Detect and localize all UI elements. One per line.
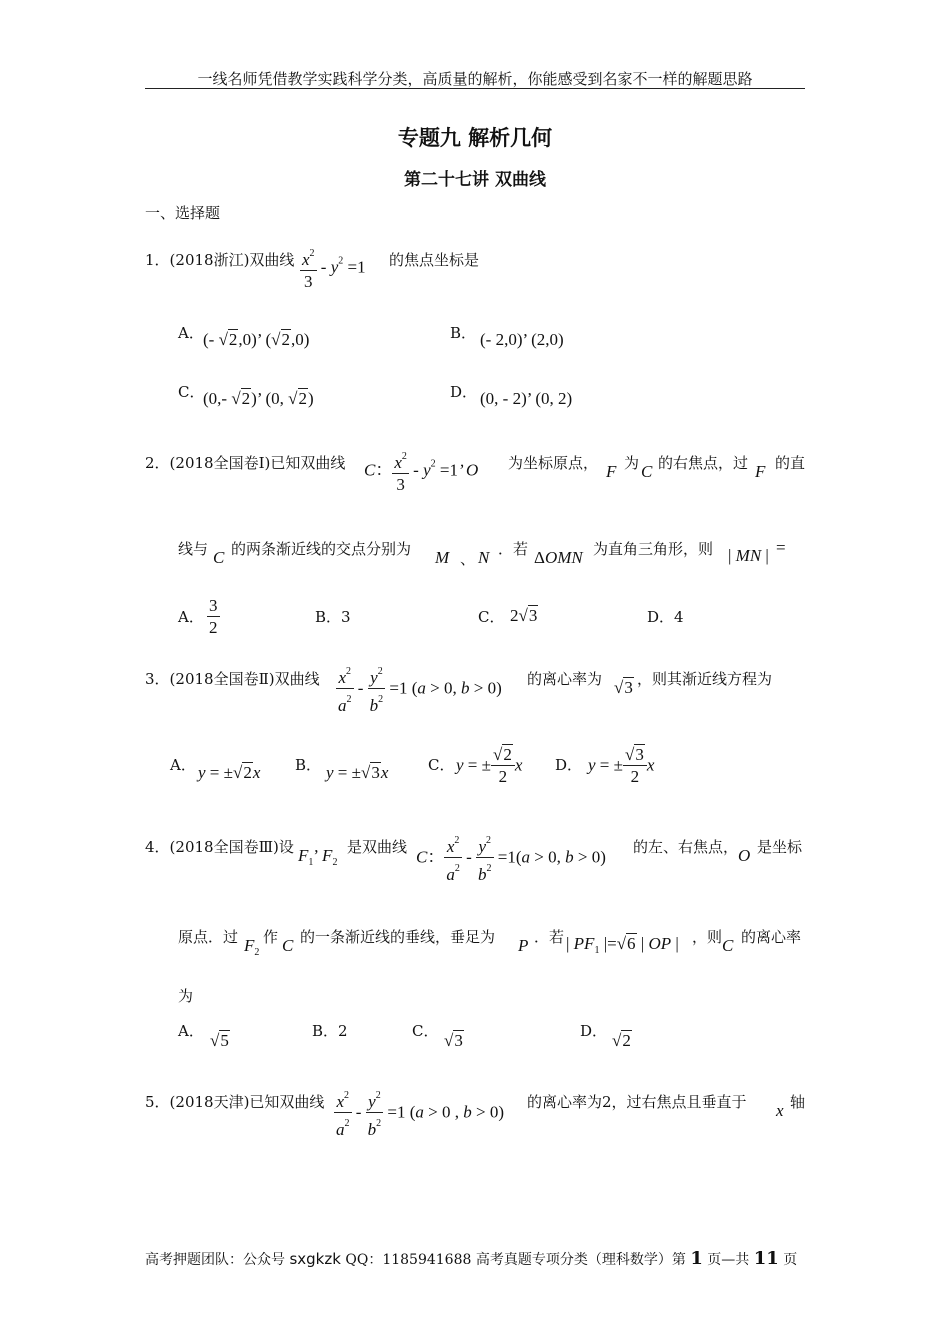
- q4-line2-d: ．若: [534, 928, 565, 946]
- page-subtitle: 第二十七讲 双曲线: [404, 170, 546, 190]
- q4-line2-b: 作: [263, 928, 279, 946]
- q4-condition: | $PF_1$ |=√6 | OP |: [566, 934, 679, 956]
- q4-line2-e: ，则: [692, 928, 723, 946]
- q2-option-c: 2√3: [510, 606, 538, 625]
- q1-option-d-label: D．: [450, 383, 478, 401]
- footer-total-pages: 11: [753, 1248, 779, 1269]
- q3-option-b: y = ±√3x: [326, 763, 389, 782]
- q4-var-f2: $F_2$: [244, 936, 260, 958]
- q2-line2-e: 为直角三角形，则: [593, 540, 714, 558]
- q2-line2-c: 、: [460, 550, 476, 568]
- footer-account: sxgkzk: [289, 1250, 341, 1268]
- q3-option-a: y = ±√2x: [198, 763, 261, 782]
- q4-option-c: √3: [444, 1031, 463, 1050]
- q5-stem-c: 轴: [790, 1093, 806, 1111]
- q1-equation: $\frac{x^2}{3}$ - $y^2 =1$: [300, 244, 366, 293]
- q4-line2-c: 的一条渐近线的垂线，垂足为: [300, 928, 496, 946]
- footer-page-number: 1: [690, 1248, 703, 1269]
- q2-stem-b: 为坐标原点，: [508, 454, 599, 472]
- q4-option-a: √5: [210, 1031, 229, 1050]
- q2-mn: | MN |: [728, 546, 769, 565]
- q4-stem-b: 是双曲线: [347, 838, 408, 856]
- q4-stem-a: 4．(2018全国卷Ⅲ)设: [145, 838, 294, 856]
- q4-line2-a: 原点．过: [178, 928, 239, 946]
- q4-stem-d: 是坐标: [757, 838, 803, 856]
- footer-part2: QQ：1185941688 高考真题专项分类（理科数学）第: [345, 1252, 686, 1268]
- header-divider: [145, 88, 805, 89]
- page-footer: [145, 1248, 797, 1269]
- q2-triangle: ΔOMN: [534, 548, 583, 567]
- q3-eccentricity: √3: [614, 678, 633, 697]
- q2-option-b: B．3: [315, 608, 351, 626]
- q4-line3: 为: [178, 987, 194, 1005]
- q1-option-c-label: C．: [178, 383, 205, 401]
- q2-line2-a: 线与: [178, 540, 209, 558]
- q2-var-c: C: [641, 462, 653, 481]
- page-title: 专题九 解析几何: [397, 126, 553, 150]
- q5-stem-b: 的离心率为2，过右焦点且垂直于: [527, 1093, 747, 1111]
- q2-var-n: N: [478, 548, 490, 567]
- q5-equation: $\frac{x^2}{a^2}$ - $\frac{y^2}{b^2}$ =1 (a > 0 , b > 0): [334, 1086, 504, 1141]
- q3-stem-a: 3．(2018全国卷Ⅱ)双曲线: [145, 670, 320, 688]
- q2-line2-d: ．若: [498, 540, 529, 558]
- q2-option-a: $\frac{3}{2}$: [209, 596, 218, 637]
- footer-part4: 页: [783, 1252, 798, 1268]
- q4-stem-c: 的左、右焦点，: [633, 838, 739, 856]
- q1-option-b-label: B．: [450, 324, 477, 342]
- q4-var-c2: C: [722, 936, 734, 955]
- q3-option-c: y = ± $\frac{√2}{2}$ x: [456, 745, 523, 786]
- q2-var-f2: F: [755, 462, 766, 481]
- section-heading: 一、选择题: [145, 204, 221, 222]
- q5-var-x: x: [776, 1101, 784, 1120]
- q1-option-d: (0, - 2)’ (0, 2): [480, 389, 573, 408]
- q3-option-b-label: B．: [295, 756, 322, 774]
- q3-stem-c: ，则其渐近线方程为: [637, 670, 773, 688]
- q2-option-a-label: A．: [178, 608, 204, 626]
- q4-option-a-label: A．: [178, 1022, 204, 1040]
- q2-equation: C： $\frac{x^2}{3}$ - $y^2 =1$’ O: [364, 447, 478, 496]
- q2-var-c2: C: [213, 548, 225, 567]
- q2-var-f: F: [606, 462, 617, 481]
- q3-stem-b: 的离心率为: [527, 670, 603, 688]
- q4-var-o: O: [738, 846, 751, 865]
- footer-part1: 高考押题团队：公众号: [145, 1252, 285, 1268]
- q3-option-c-label: C．: [428, 756, 455, 774]
- q1-option-a: (- √2,0)’ (√2,0): [203, 330, 310, 349]
- q5-stem-a: 5．(2018天津)已知双曲线: [145, 1093, 325, 1111]
- q3-option-d: y = ± $\frac{√3}{2}$ x: [588, 745, 655, 786]
- q3-equation: $\frac{x^2}{a^2}$ - $\frac{y^2}{b^2}$ =1 (a > 0, b > 0): [336, 662, 502, 717]
- q4-foci: $F_1$’ $F_2$: [298, 846, 338, 868]
- q1-stem-a: 1．(2018浙江)双曲线: [145, 251, 295, 269]
- q2-equals: =: [776, 538, 786, 557]
- q2-stem-e: 的直: [775, 454, 806, 472]
- q1-option-b: (- 2,0)’ (2,0): [480, 330, 564, 349]
- q4-option-c-label: C．: [412, 1022, 439, 1040]
- q2-stem-c: 为: [624, 454, 640, 472]
- q2-line2-b: 的两条渐近线的交点分别为: [231, 540, 412, 558]
- q2-option-d: D．4: [647, 608, 684, 626]
- q4-var-c: C: [282, 936, 294, 955]
- q4-option-d-label: D．: [580, 1022, 608, 1040]
- q4-var-p: P: [518, 936, 529, 955]
- q1-option-a-label: A．: [178, 324, 204, 342]
- q3-option-a-label: A．: [170, 756, 196, 774]
- header-tagline: 一线名师凭借教学实践科学分类，高质量的解析，你能感受到名家不一样的解题思路: [197, 70, 753, 88]
- q4-option-d: √2: [612, 1031, 631, 1050]
- q4-option-b: B．2: [312, 1022, 348, 1040]
- q4-equation: C： $\frac{x^2}{a^2}$ - $\frac{y^2}{b^2}$ =1(a > 0, b > 0): [416, 831, 606, 886]
- q4-line2-f: 的离心率: [741, 928, 802, 946]
- q1-stem-b: 的焦点坐标是: [389, 251, 480, 269]
- q2-stem-d: 的右焦点，过: [658, 454, 749, 472]
- footer-part3: 页—共: [707, 1252, 750, 1268]
- q2-var-m: M: [435, 548, 450, 567]
- q2-option-c-label: C．: [478, 608, 505, 626]
- q3-option-d-label: D．: [555, 756, 583, 774]
- q2-stem-a: 2．(2018全国卷Ⅰ)已知双曲线: [145, 454, 346, 472]
- q1-option-c: (0,- √2)’ (0, √2): [203, 389, 314, 408]
